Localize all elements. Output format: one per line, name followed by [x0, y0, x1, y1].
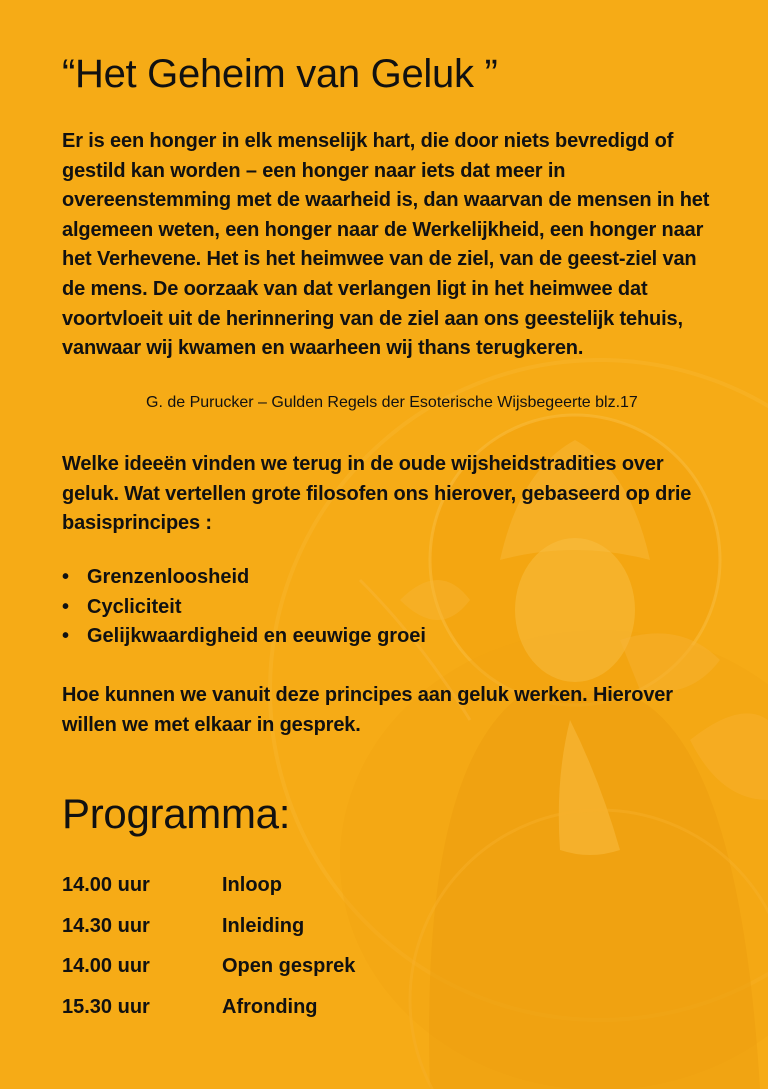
schedule-time: 14.00 uur [62, 874, 150, 896]
intro-paragraph: Er is een honger in elk menselijk hart, die door niets bevredigd of gestild kan worden – een honger naar iets dat meer in overeenstemming met de waarheid is, dan waarvan de mensen in het algemeen weten, een honger naar de Werkelijkheid, een honger naar het Verhevene. Het is het heimwee van de ziel, van de geest-ziel van de mens. De oorzaak van dat verlangen ligt in het heimwee dat voortvloeit uit de herinnering van de ziel aan ons geestelijk tehuis, vanwaar wij kwamen en waarheen wij thans terugkeren. [62, 130, 710, 360]
list-item [62, 563, 426, 593]
schedule-event: Open gesprek [222, 955, 356, 978]
citation-text: G. de Purucker – Gulden Regels der Esoterische Wijsbegeerte blz.17 [146, 394, 638, 411]
closing-paragraph: Hoe kunnen we vanuit deze principes aan geluk werken. Hierover willen we met elkaar in gesprek. [62, 684, 673, 736]
schedule-table [62, 870, 355, 1032]
principle-label: Cycliciteit [87, 595, 182, 618]
schedule-time: 14.00 uur [62, 955, 150, 978]
bullet-icon: • [62, 566, 70, 588]
program-heading: Programma: [62, 790, 291, 837]
principle-label: Grenzenloosheid [87, 566, 250, 588]
schedule-row [62, 992, 355, 1033]
principles-list [62, 563, 426, 652]
schedule-row [62, 911, 355, 952]
schedule-row [62, 870, 355, 911]
page-title: “Het Geheim van Geluk ” [62, 52, 498, 96]
bullet-icon: • [62, 625, 70, 648]
list-item [62, 593, 426, 623]
list-item [62, 622, 426, 652]
schedule-event: Inleiding [222, 914, 305, 937]
schedule-event: Afronding [222, 995, 318, 1018]
schedule-row [62, 951, 355, 992]
face-shape [515, 538, 635, 682]
bullet-icon: • [62, 595, 70, 618]
schedule-time: 14.30 uur [62, 914, 150, 937]
schedule-time: 15.30 uur [62, 995, 150, 1018]
schedule-event: Inloop [222, 874, 282, 896]
question-paragraph: Welke ideeën vinden we terug in de oude wijsheidstradities over geluk. Wat vertellen grote filosofen ons hierover, gebaseerd op drie basisprincipes : [62, 453, 692, 535]
principle-label: Gelijkwaardigheid en eeuwige groei [87, 625, 426, 648]
